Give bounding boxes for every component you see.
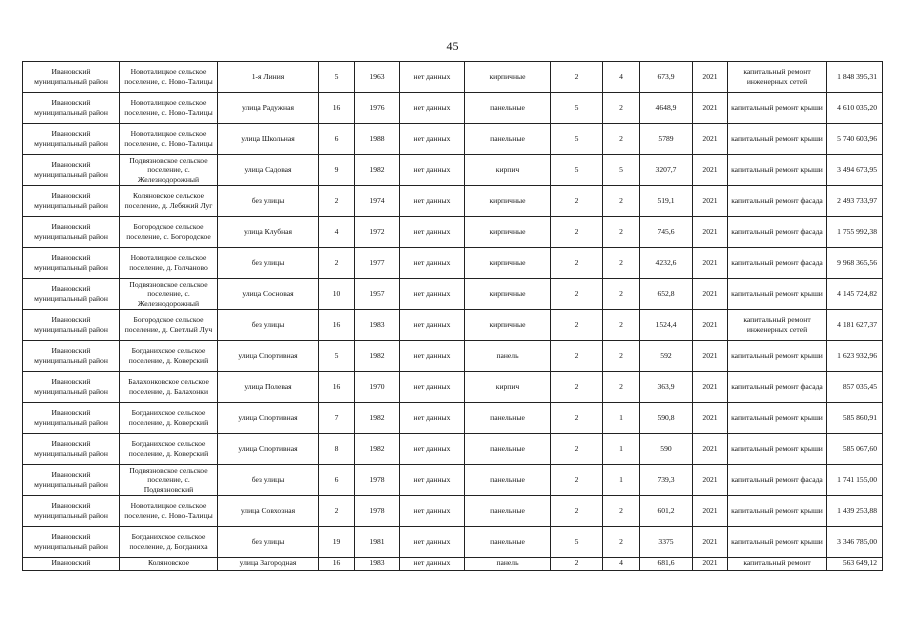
entrances-cell: 1 <box>603 403 640 434</box>
floors-cell: 2 <box>551 62 603 93</box>
work-type-cell: капитальный ремонт крыши <box>728 496 827 527</box>
street-cell: улица Школьная <box>218 124 319 155</box>
table-row <box>23 465 883 496</box>
cost-cell: 2 493 733,97 <box>827 186 883 217</box>
cost-cell: 1 741 155,00 <box>827 465 883 496</box>
work-type-cell: капитальный ремонт <box>728 558 827 571</box>
planned-year-cell: 2021 <box>693 62 728 93</box>
table-row <box>23 341 883 372</box>
cost-cell: 585 860,91 <box>827 403 883 434</box>
street-cell: улица Совхозная <box>218 496 319 527</box>
planned-year-cell: 2021 <box>693 124 728 155</box>
build-year-cell: 1983 <box>355 310 400 341</box>
area-cell: 590,8 <box>640 403 693 434</box>
wall-material-cell: панель <box>465 341 551 372</box>
floors-cell: 2 <box>551 186 603 217</box>
street-cell: без улицы <box>218 248 319 279</box>
wall-material-cell: панельные <box>465 496 551 527</box>
table-row <box>23 62 883 93</box>
district-cell: Ивановский муниципальный район <box>23 434 120 465</box>
planned-year-cell: 2021 <box>693 372 728 403</box>
settlement-cell: Богданихское сельское поселение, д. Коверский <box>120 341 218 372</box>
district-cell: Ивановский муниципальный район <box>23 279 120 310</box>
last-repair-cell: нет данных <box>400 403 465 434</box>
street-cell: без улицы <box>218 310 319 341</box>
area-cell: 4232,6 <box>640 248 693 279</box>
district-cell: Ивановский муниципальный район <box>23 93 120 124</box>
wall-material-cell: панельные <box>465 527 551 558</box>
cost-cell: 585 067,60 <box>827 434 883 465</box>
house-number-cell: 19 <box>319 527 355 558</box>
last-repair-cell: нет данных <box>400 527 465 558</box>
street-cell: улица Радужная <box>218 93 319 124</box>
last-repair-cell: нет данных <box>400 155 465 186</box>
work-type-cell: капитальный ремонт крыши <box>728 155 827 186</box>
last-repair-cell: нет данных <box>400 93 465 124</box>
wall-material-cell: кирпич <box>465 155 551 186</box>
floors-cell: 2 <box>551 372 603 403</box>
cost-cell: 3 494 673,95 <box>827 155 883 186</box>
house-number-cell: 5 <box>319 341 355 372</box>
house-number-cell: 9 <box>319 155 355 186</box>
planned-year-cell: 2021 <box>693 155 728 186</box>
district-cell: Ивановский муниципальный район <box>23 62 120 93</box>
house-number-cell: 16 <box>319 372 355 403</box>
table-row <box>23 248 883 279</box>
settlement-cell: Богданихское сельское поселение, д. Богданиха <box>120 527 218 558</box>
work-type-cell: капитальный ремонт крыши <box>728 93 827 124</box>
district-cell: Ивановский муниципальный район <box>23 248 120 279</box>
area-cell: 652,8 <box>640 279 693 310</box>
wall-material-cell: панельные <box>465 434 551 465</box>
build-year-cell: 1972 <box>355 217 400 248</box>
last-repair-cell: нет данных <box>400 186 465 217</box>
district-cell: Ивановский муниципальный район <box>23 496 120 527</box>
build-year-cell: 1963 <box>355 62 400 93</box>
area-cell: 673,9 <box>640 62 693 93</box>
house-number-cell: 6 <box>319 124 355 155</box>
entrances-cell: 1 <box>603 434 640 465</box>
entrances-cell: 1 <box>603 465 640 496</box>
build-year-cell: 1982 <box>355 155 400 186</box>
street-cell: улица Спортивная <box>218 341 319 372</box>
planned-year-cell: 2021 <box>693 527 728 558</box>
district-cell: Ивановский муниципальный район <box>23 310 120 341</box>
floors-cell: 5 <box>551 124 603 155</box>
planned-year-cell: 2021 <box>693 496 728 527</box>
district-cell: Ивановский муниципальный район <box>23 155 120 186</box>
last-repair-cell: нет данных <box>400 248 465 279</box>
district-cell: Ивановский муниципальный район <box>23 403 120 434</box>
work-type-cell: капитальный ремонт инженерных сетей <box>728 62 827 93</box>
house-number-cell: 2 <box>319 248 355 279</box>
floors-cell: 2 <box>551 465 603 496</box>
floors-cell: 2 <box>551 279 603 310</box>
wall-material-cell: кирпичные <box>465 186 551 217</box>
table-row <box>23 403 883 434</box>
settlement-cell: Коляновское <box>120 558 218 571</box>
entrances-cell: 4 <box>603 558 640 571</box>
work-type-cell: капитальный ремонт фасада <box>728 217 827 248</box>
entrances-cell: 2 <box>603 93 640 124</box>
floors-cell: 5 <box>551 93 603 124</box>
floors-cell: 2 <box>551 403 603 434</box>
house-number-cell: 8 <box>319 434 355 465</box>
entrances-cell: 2 <box>603 217 640 248</box>
work-type-cell: капитальный ремонт инженерных сетей <box>728 310 827 341</box>
settlement-cell: Новоталицкое сельское поселение, с. Ново-Талицы <box>120 124 218 155</box>
wall-material-cell: панель <box>465 558 551 571</box>
street-cell: улица Полевая <box>218 372 319 403</box>
area-cell: 4648,9 <box>640 93 693 124</box>
planned-year-cell: 2021 <box>693 310 728 341</box>
street-cell: улица Загородная <box>218 558 319 571</box>
work-type-cell: капитальный ремонт крыши <box>728 124 827 155</box>
cost-cell: 9 968 365,56 <box>827 248 883 279</box>
table-row <box>23 310 883 341</box>
street-cell: улица Спортивная <box>218 403 319 434</box>
last-repair-cell: нет данных <box>400 217 465 248</box>
floors-cell: 2 <box>551 248 603 279</box>
planned-year-cell: 2021 <box>693 279 728 310</box>
floors-cell: 2 <box>551 341 603 372</box>
settlement-cell: Подвязновское сельское поселение, с. Железнодорожный <box>120 155 218 186</box>
planned-year-cell: 2021 <box>693 186 728 217</box>
cost-cell: 4 181 627,37 <box>827 310 883 341</box>
house-number-cell: 16 <box>319 93 355 124</box>
entrances-cell: 2 <box>603 186 640 217</box>
house-number-cell: 4 <box>319 217 355 248</box>
district-cell: Ивановский <box>23 558 120 571</box>
table-row <box>23 434 883 465</box>
work-type-cell: капитальный ремонт фасада <box>728 465 827 496</box>
build-year-cell: 1988 <box>355 124 400 155</box>
cost-cell: 3 346 785,00 <box>827 527 883 558</box>
entrances-cell: 2 <box>603 527 640 558</box>
settlement-cell: Новоталицкое сельское поселение, с. Ново-Талицы <box>120 496 218 527</box>
build-year-cell: 1976 <box>355 93 400 124</box>
cost-cell: 4 610 035,20 <box>827 93 883 124</box>
last-repair-cell: нет данных <box>400 372 465 403</box>
street-cell: без улицы <box>218 527 319 558</box>
area-cell: 590 <box>640 434 693 465</box>
entrances-cell: 2 <box>603 124 640 155</box>
cost-cell: 1 623 932,96 <box>827 341 883 372</box>
work-type-cell: капитальный ремонт крыши <box>728 527 827 558</box>
entrances-cell: 2 <box>603 279 640 310</box>
planned-year-cell: 2021 <box>693 93 728 124</box>
house-number-cell: 5 <box>319 62 355 93</box>
planned-year-cell: 2021 <box>693 434 728 465</box>
settlement-cell: Подвязновское сельское поселение, с. Подвязновский <box>120 465 218 496</box>
last-repair-cell: нет данных <box>400 62 465 93</box>
work-type-cell: капитальный ремонт фасада <box>728 186 827 217</box>
settlement-cell: Богданихское сельское поселение, д. Коверский <box>120 403 218 434</box>
wall-material-cell: панельные <box>465 403 551 434</box>
area-cell: 1524,4 <box>640 310 693 341</box>
last-repair-cell: нет данных <box>400 310 465 341</box>
cost-cell: 1 755 992,38 <box>827 217 883 248</box>
settlement-cell: Новоталицкое сельское поселение, д. Голчаново <box>120 248 218 279</box>
entrances-cell: 5 <box>603 155 640 186</box>
wall-material-cell: панельные <box>465 93 551 124</box>
house-number-cell: 10 <box>319 279 355 310</box>
house-number-cell: 2 <box>319 496 355 527</box>
district-cell: Ивановский муниципальный район <box>23 186 120 217</box>
table-row <box>23 372 883 403</box>
last-repair-cell: нет данных <box>400 279 465 310</box>
work-type-cell: капитальный ремонт крыши <box>728 279 827 310</box>
street-cell: без улицы <box>218 465 319 496</box>
street-cell: 1-я Линия <box>218 62 319 93</box>
floors-cell: 5 <box>551 155 603 186</box>
area-cell: 739,3 <box>640 465 693 496</box>
wall-material-cell: кирпичные <box>465 62 551 93</box>
last-repair-cell: нет данных <box>400 124 465 155</box>
table-row <box>23 527 883 558</box>
area-cell: 745,6 <box>640 217 693 248</box>
floors-cell: 2 <box>551 434 603 465</box>
build-year-cell: 1983 <box>355 558 400 571</box>
work-type-cell: капитальный ремонт фасада <box>728 248 827 279</box>
street-cell: улица Садовая <box>218 155 319 186</box>
planned-year-cell: 2021 <box>693 248 728 279</box>
house-number-cell: 16 <box>319 558 355 571</box>
page-number: 45 <box>446 39 459 53</box>
planned-year-cell: 2021 <box>693 403 728 434</box>
house-number-cell: 2 <box>319 186 355 217</box>
district-cell: Ивановский муниципальный район <box>23 527 120 558</box>
house-number-cell: 6 <box>319 465 355 496</box>
build-year-cell: 1981 <box>355 527 400 558</box>
build-year-cell: 1978 <box>355 496 400 527</box>
table-row <box>23 496 883 527</box>
build-year-cell: 1970 <box>355 372 400 403</box>
floors-cell: 2 <box>551 217 603 248</box>
area-cell: 681,6 <box>640 558 693 571</box>
entrances-cell: 2 <box>603 496 640 527</box>
settlement-cell: Подвязновское сельское поселение, с. Железнодорожный <box>120 279 218 310</box>
area-cell: 5789 <box>640 124 693 155</box>
table-row <box>23 124 883 155</box>
settlement-cell: Богородское сельское поселение, д. Светлый Луч <box>120 310 218 341</box>
build-year-cell: 1974 <box>355 186 400 217</box>
settlement-cell: Новоталицкое сельское поселение, с. Ново-Талицы <box>120 62 218 93</box>
work-type-cell: капитальный ремонт крыши <box>728 403 827 434</box>
cost-cell: 1 848 395,31 <box>827 62 883 93</box>
wall-material-cell: кирпич <box>465 372 551 403</box>
floors-cell: 2 <box>551 310 603 341</box>
last-repair-cell: нет данных <box>400 341 465 372</box>
floors-cell: 5 <box>551 527 603 558</box>
cost-cell: 4 145 724,82 <box>827 279 883 310</box>
planned-year-cell: 2021 <box>693 465 728 496</box>
district-cell: Ивановский муниципальный район <box>23 124 120 155</box>
house-number-cell: 16 <box>319 310 355 341</box>
planned-year-cell: 2021 <box>693 341 728 372</box>
build-year-cell: 1982 <box>355 403 400 434</box>
settlement-cell: Богданихское сельское поселение, д. Коверский <box>120 434 218 465</box>
street-cell: без улицы <box>218 186 319 217</box>
wall-material-cell: кирпичные <box>465 248 551 279</box>
district-cell: Ивановский муниципальный район <box>23 217 120 248</box>
house-number-cell: 7 <box>319 403 355 434</box>
build-year-cell: 1982 <box>355 434 400 465</box>
wall-material-cell: панельные <box>465 124 551 155</box>
last-repair-cell: нет данных <box>400 558 465 571</box>
entrances-cell: 2 <box>603 372 640 403</box>
area-cell: 601,2 <box>640 496 693 527</box>
entrances-cell: 4 <box>603 62 640 93</box>
cost-cell: 5 740 603,96 <box>827 124 883 155</box>
table-row <box>23 93 883 124</box>
area-cell: 3207,7 <box>640 155 693 186</box>
area-cell: 519,1 <box>640 186 693 217</box>
district-cell: Ивановский муниципальный район <box>23 465 120 496</box>
repair-program-table <box>22 61 883 571</box>
floors-cell: 2 <box>551 496 603 527</box>
settlement-cell: Балахонковское сельское поселение, д. Балахонки <box>120 372 218 403</box>
build-year-cell: 1957 <box>355 279 400 310</box>
cost-cell: 857 035,45 <box>827 372 883 403</box>
cost-cell: 563 649,12 <box>827 558 883 571</box>
last-repair-cell: нет данных <box>400 496 465 527</box>
district-cell: Ивановский муниципальный район <box>23 372 120 403</box>
planned-year-cell: 2021 <box>693 558 728 571</box>
entrances-cell: 2 <box>603 341 640 372</box>
build-year-cell: 1982 <box>355 341 400 372</box>
settlement-cell: Богородское сельское поселение, с. Богородское <box>120 217 218 248</box>
entrances-cell: 2 <box>603 310 640 341</box>
wall-material-cell: кирпичные <box>465 279 551 310</box>
district-cell: Ивановский муниципальный район <box>23 341 120 372</box>
table-body <box>23 62 883 571</box>
planned-year-cell: 2021 <box>693 217 728 248</box>
street-cell: улица Спортивная <box>218 434 319 465</box>
area-cell: 592 <box>640 341 693 372</box>
wall-material-cell: панельные <box>465 465 551 496</box>
last-repair-cell: нет данных <box>400 465 465 496</box>
work-type-cell: капитальный ремонт фасада <box>728 372 827 403</box>
table-row <box>23 217 883 248</box>
settlement-cell: Новоталицкое сельское поселение, с. Ново-Талицы <box>120 93 218 124</box>
street-cell: улица Сосновая <box>218 279 319 310</box>
work-type-cell: капитальный ремонт крыши <box>728 434 827 465</box>
table-row <box>23 279 883 310</box>
area-cell: 3375 <box>640 527 693 558</box>
table-row <box>23 558 883 571</box>
area-cell: 363,9 <box>640 372 693 403</box>
floors-cell: 2 <box>551 558 603 571</box>
table-row <box>23 186 883 217</box>
build-year-cell: 1977 <box>355 248 400 279</box>
work-type-cell: капитальный ремонт крыши <box>728 341 827 372</box>
wall-material-cell: кирпичные <box>465 310 551 341</box>
build-year-cell: 1978 <box>355 465 400 496</box>
street-cell: улица Клубная <box>218 217 319 248</box>
wall-material-cell: кирпичные <box>465 217 551 248</box>
entrances-cell: 2 <box>603 248 640 279</box>
table-row <box>23 155 883 186</box>
cost-cell: 1 439 253,88 <box>827 496 883 527</box>
settlement-cell: Коляновское сельское поселение, д. Лебяжий Луг <box>120 186 218 217</box>
last-repair-cell: нет данных <box>400 434 465 465</box>
